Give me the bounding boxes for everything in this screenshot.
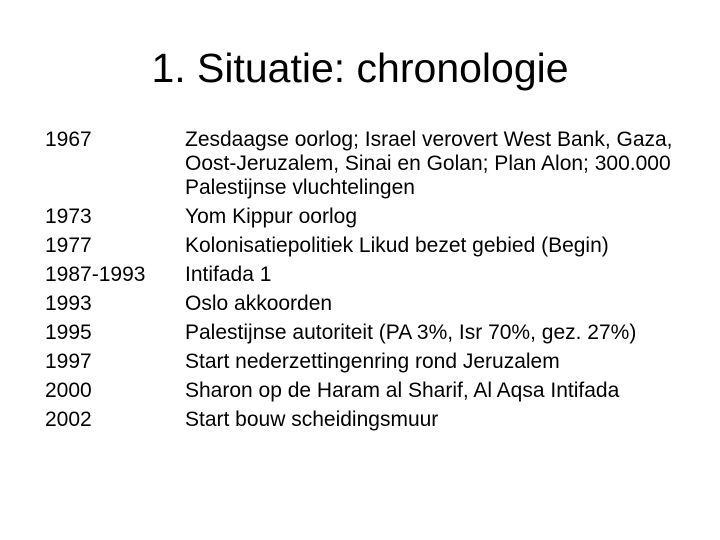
timeline-event: Intifada 1 [185, 263, 272, 286]
timeline-row-1977 [45, 234, 685, 258]
chronology-list [45, 128, 685, 437]
timeline-event: Yom Kippur oorlog [185, 205, 357, 228]
timeline-row-1995 [45, 321, 685, 345]
timeline-year: 2000 [45, 379, 92, 402]
timeline-row-1993 [45, 292, 685, 316]
timeline-year: 1993 [45, 292, 92, 315]
slide-title: 1. Situatie: chronologie [151, 45, 569, 91]
timeline-row-1973 [45, 205, 685, 229]
timeline-event: Kolonisatiepolitiek Likud bezet gebied (Begin) [185, 234, 609, 257]
timeline-year: 1987-1993 [45, 263, 146, 286]
timeline-year: 1997 [45, 350, 92, 373]
timeline-year: 1977 [45, 234, 92, 257]
timeline-event: Start nederzettingenring rond Jeruzalem [185, 350, 560, 373]
timeline-event: Zesdaagse oorlog; Israel verovert West Bank, Gaza, Oost-Jeruzalem, Sinai en Golan; Plan Alon; 300.000 Palestijnse vluchtelingen [185, 128, 673, 199]
timeline-event: Start bouw scheidingsmuur [185, 408, 439, 431]
timeline-event: Sharon op de Haram al Sharif, Al Aqsa Intifada [185, 379, 620, 402]
timeline-row-1997 [45, 350, 685, 374]
timeline-row-2002 [45, 408, 685, 432]
timeline-year: 1967 [45, 128, 92, 151]
timeline-event: Oslo akkoorden [185, 292, 333, 315]
timeline-year: 1995 [45, 321, 92, 344]
timeline-event: Palestijnse autoriteit (PA 3%, Isr 70%, gez. 27%) [185, 321, 637, 344]
timeline-year: 2002 [45, 408, 92, 431]
timeline-row-2000 [45, 379, 685, 403]
timeline-row-1987-1993 [45, 263, 685, 287]
timeline-row-1967 [45, 128, 685, 200]
timeline-year: 1973 [45, 205, 92, 228]
